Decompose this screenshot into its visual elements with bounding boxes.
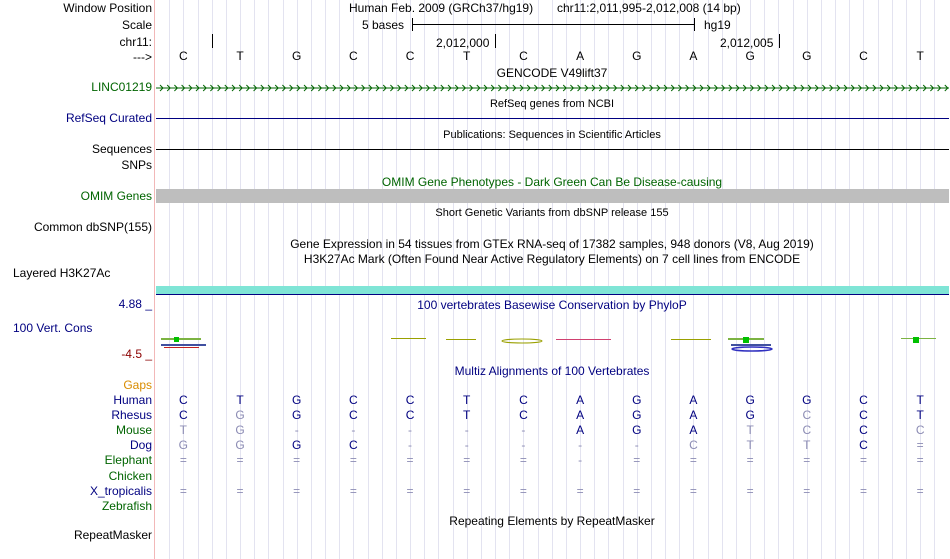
- alignment-base: =: [236, 483, 244, 498]
- species-label[interactable]: Zebrafish: [101, 498, 152, 513]
- chr-label: chr11:: [119, 35, 152, 49]
- h3k27ac-baseline: [156, 294, 949, 295]
- publications-track-title: Publications: Sequences in Scientific Articles: [443, 129, 661, 141]
- alignment-base: C: [405, 393, 415, 407]
- alignment-base: C: [689, 438, 698, 453]
- alignment-base: =: [349, 453, 357, 468]
- alignment-base: C: [349, 438, 358, 453]
- alignment-base: =: [633, 483, 641, 498]
- linc-gene-feature[interactable]: [156, 82, 949, 94]
- alignment-base: =: [463, 453, 471, 468]
- reference-base: G: [802, 49, 812, 63]
- repeatmasker-track-label[interactable]: RepeatMasker: [73, 528, 152, 542]
- alignment-base: C: [405, 408, 415, 423]
- linc-track-label[interactable]: LINC01219: [91, 80, 152, 94]
- alignment-base: A: [576, 408, 585, 423]
- alignment-base: C: [519, 408, 528, 423]
- alignment-base: =: [859, 453, 867, 468]
- sequences-track-label[interactable]: Sequences: [91, 142, 152, 156]
- ruler-position-1: 2,012,000: [436, 36, 490, 50]
- alignment-base: G: [235, 438, 245, 453]
- position-readout: chr11:2,011,995-2,012,008 (14 bp): [557, 1, 741, 15]
- alignment-base: -: [351, 423, 356, 438]
- alignment-base: A: [576, 423, 585, 438]
- reference-base: G: [292, 49, 302, 63]
- alignment-base: =: [916, 453, 924, 468]
- alignment-base: C: [349, 393, 358, 407]
- db-label: hg19: [704, 18, 731, 32]
- alignment-base: -: [634, 438, 639, 453]
- ruler-position-2: 2,012,005: [720, 36, 774, 50]
- alignment-base: T: [463, 408, 471, 423]
- species-label[interactable]: Dog: [129, 438, 152, 453]
- alignment-base: C: [802, 408, 812, 423]
- alignment-base: =: [406, 483, 414, 498]
- reference-base: T: [916, 49, 924, 63]
- reference-base: C: [519, 49, 528, 63]
- alignment-base: A: [576, 393, 585, 407]
- alignment-base: =: [803, 483, 811, 498]
- alignment-base: T: [746, 438, 754, 453]
- alignment-base: A: [689, 393, 698, 407]
- alignment-base: G: [632, 423, 642, 438]
- alignment-base: -: [521, 423, 526, 438]
- species-label[interactable]: Mouse: [115, 423, 152, 438]
- alignment-base: -: [464, 438, 469, 453]
- alignment-base: -: [464, 423, 469, 438]
- ruler-tick: [779, 34, 780, 48]
- alignment-base: T: [236, 393, 244, 407]
- reference-base: A: [689, 49, 698, 63]
- h3k27ac-signal-bar[interactable]: [156, 286, 949, 294]
- alignment-base: C: [178, 393, 188, 407]
- species-label[interactable]: X_tropicalis: [89, 483, 152, 498]
- reference-base: T: [236, 49, 244, 63]
- alignment-base: G: [632, 393, 642, 407]
- alignment-base: C: [349, 408, 358, 423]
- alignment-base: -: [294, 423, 299, 438]
- alignment-base: G: [292, 408, 302, 423]
- alignment-base: =: [519, 483, 527, 498]
- species-label[interactable]: Rhesus: [111, 408, 152, 423]
- alignment-base: G: [292, 393, 302, 407]
- alignment-base: =: [519, 453, 527, 468]
- alignment-base: =: [236, 453, 244, 468]
- scale-bar-left-tick: [412, 18, 413, 31]
- phylop-ymin-label: -4.5 _: [121, 347, 152, 361]
- reference-base: C: [405, 49, 415, 63]
- window-position-label: Window Position: [63, 1, 152, 15]
- alignment-base: C: [859, 393, 868, 407]
- alignment-base: =: [916, 438, 924, 453]
- assembly-title: Human Feb. 2009 (GRCh37/hg19): [349, 1, 534, 15]
- alignment-base: G: [745, 393, 755, 407]
- alignment-base: C: [802, 423, 812, 438]
- sequences-line[interactable]: [156, 149, 949, 150]
- dbsnp-track-title: Short Genetic Variants from dbSNP release 155: [435, 207, 669, 219]
- reference-base: G: [745, 49, 755, 63]
- gencode-track-title: GENCODE V49lift37: [496, 66, 608, 80]
- alignment-base: =: [633, 453, 641, 468]
- cons-track-label[interactable]: 100 Vert. Cons: [13, 321, 93, 335]
- alignment-base: =: [179, 453, 187, 468]
- scale-bar: [412, 24, 694, 25]
- phylop-conservation-plot[interactable]: [156, 330, 949, 360]
- alignment-base: =: [803, 453, 811, 468]
- alignment-base: G: [235, 423, 245, 438]
- alignment-base: C: [519, 393, 528, 407]
- alignment-base: T: [179, 423, 187, 438]
- alignment-base: =: [293, 483, 301, 498]
- scale-bar-right-tick: [694, 18, 695, 31]
- repeatmasker-track-title: Repeating Elements by RepeatMasker: [449, 514, 655, 528]
- snps-track-label[interactable]: SNPs: [121, 158, 152, 172]
- omim-track-title: OMIM Gene Phenotypes - Dark Green Can Be Disease-causing: [381, 175, 723, 189]
- reference-base: A: [576, 49, 585, 63]
- alignment-base: =: [746, 483, 754, 498]
- alignment-base: G: [802, 393, 812, 407]
- alignment-base: =: [689, 453, 697, 468]
- alignment-base: T: [916, 408, 924, 423]
- phylop-track-title: 100 vertebrates Basewise Conservation by PhyloP: [417, 298, 687, 312]
- reference-base: C: [859, 49, 868, 63]
- strand-arrow-label: --->: [133, 50, 152, 64]
- alignment-base: =: [293, 453, 301, 468]
- alignment-base: =: [746, 453, 754, 468]
- alignment-base: T: [746, 423, 754, 438]
- scale-text: 5 bases: [362, 18, 405, 32]
- alignment-base: =: [576, 483, 584, 498]
- alignment-base: A: [689, 423, 698, 438]
- gtex-track-title: Gene Expression in 54 tissues from GTEx RNA-seq of 17382 samples, 948 donors (V8, Aug 2019): [290, 237, 814, 251]
- alignment-base: C: [859, 438, 868, 453]
- alignment-base: =: [179, 483, 187, 498]
- reference-base: C: [349, 49, 358, 63]
- scale-label: Scale: [121, 18, 152, 32]
- omim-gene-bar[interactable]: [156, 189, 949, 203]
- dbsnp-track-label[interactable]: Common dbSNP(155): [33, 220, 152, 234]
- h3k27ac-track-title: H3K27Ac Mark (Often Found Near Active Regulatory Elements) on 7 cell lines from ENCODE: [303, 252, 801, 266]
- alignment-base: -: [521, 438, 526, 453]
- alignment-base: G: [745, 408, 755, 423]
- phylop-ymax-label: 4.88 _: [118, 297, 152, 311]
- alignment-base: T: [463, 393, 471, 407]
- species-label[interactable]: Human: [113, 393, 152, 407]
- alignment-base: C: [859, 423, 868, 438]
- alignment-base: -: [578, 453, 583, 468]
- alignment-base: A: [689, 408, 698, 423]
- gaps-track-label[interactable]: Gaps: [123, 378, 152, 392]
- alignment-base: T: [916, 393, 924, 407]
- refseq-gene-line[interactable]: [156, 118, 949, 119]
- alignment-base: -: [578, 438, 583, 453]
- reference-base: C: [178, 49, 188, 63]
- alignment-base: -: [408, 423, 413, 438]
- alignment-base: G: [178, 438, 188, 453]
- refseq-track-label[interactable]: RefSeq Curated: [65, 111, 152, 125]
- alignment-base: =: [916, 483, 924, 498]
- reference-base: G: [632, 49, 642, 63]
- h3k27ac-track-label[interactable]: Layered H3K27Ac: [13, 266, 111, 280]
- species-label[interactable]: Chicken: [108, 468, 152, 483]
- refseq-track-title: RefSeq genes from NCBI: [489, 98, 615, 110]
- alignment-base: G: [235, 408, 245, 423]
- species-label[interactable]: Elephant: [104, 453, 152, 468]
- alignment-base: G: [632, 408, 642, 423]
- ruler-tick: [495, 34, 496, 48]
- ruler-tick: [212, 34, 213, 48]
- multiz-track-title: Multiz Alignments of 100 Vertebrates: [454, 364, 650, 378]
- alignment-base: C: [178, 408, 188, 423]
- reference-base: T: [463, 49, 471, 63]
- alignment-base: =: [463, 483, 471, 498]
- alignment-base: =: [689, 483, 697, 498]
- alignment-base: =: [349, 483, 357, 498]
- alignment-base: =: [406, 453, 414, 468]
- alignment-base: -: [408, 438, 413, 453]
- omim-track-label[interactable]: OMIM Genes: [80, 189, 152, 203]
- alignment-base: =: [859, 483, 867, 498]
- alignment-base: C: [859, 408, 868, 423]
- alignment-base: G: [292, 438, 302, 453]
- alignment-base: T: [803, 438, 811, 453]
- alignment-base: C: [915, 423, 925, 438]
